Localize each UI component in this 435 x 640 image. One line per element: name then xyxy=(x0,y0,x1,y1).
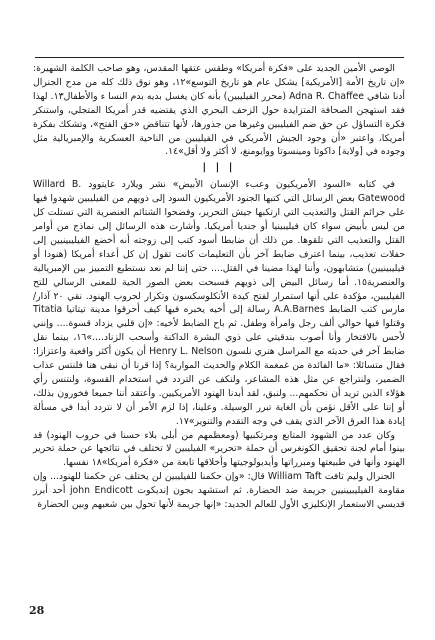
paragraph-3: وكان عدد من الشهود المتابع ومرتكبيها (ومعظمهم من أبلى بلاء حسنا في حروب الهنود) قد بينوا أمام لجنة تحقيق الكونغرس أن حملة «تحرير» الفيليبين لا تختلف في نتائجها عن حملة تحرير الهنود وأنها في طبيعتها ومبرراتها وأيديولوجيتها وأخلاقها تابعة من «فكرة أمريكا»١٨ نفسها. xyxy=(33,429,405,469)
section-divider: | | | xyxy=(202,162,236,174)
paragraph-4: الجنرال وليم تافت William Taft قال: «وإن حكمنا للفيليبين لن يختلف عن حكمنا للهنود... وإن مقاومة الفيليبيينيين جريمة ضد الحضارة. ثم استشهد بجون إنديكوت john Endicott أحد أبرز قديسي الاستعمار الإنكليزي الأول للعالم الجديد: «إنها جريمة لأنها تحول بين شعبهم وبين الحضارة xyxy=(33,471,405,511)
header-rule xyxy=(35,57,404,58)
body-text xyxy=(33,62,405,512)
paragraph-2: في كتابه «السود الأمريكيون وعبء الإنسان الأبيض» نشر ويلارد غايتوود Willard B. Gatewood بعض الرسائل التي كتبها الجنود الأمريكيون السود إلى ذويهم من الفيليبين شهدوا فيها على جرائم القتل والتعذيب التي ارتكبها جيش التحرير، وفضحوا الشتائم العنصرية التي تستلت كل من ليس بأبيض سواء كان فيليبينيا أو جنديا أمريكيا. وأشارت هذه الرسائل إلى نماذج من أوامر القتل والتعذيب التي تلقوها. من ذلك أن ضابطا أسود كتب إلى زوجته أنه أخضع الفيليبينيين إلى حفلات تعذيب، بينما اعترف ضابط آخر بأن التعليمات كانت تقول إن كل أعداء أمريكا (هنودا أو فيليبينيين) متشابهون، وأننا لهذا مضينا في القتل.... حتى إننا لم نعد نستطيع التمييز بين الإمبريالية والعنصرية١٥. أما رسائل البيض إلى ذويهم فسبحت بعض الصور الحية للمعنى الرسالي للتح الفيليبين، مؤكدة على أنها استمرار لفتح كيدة الأنكلوسكسون وتكرار لحروب الهنود. نقي ٢٠ آذار/مارس كتب الضابط A.A.Barnes رسالة إلى أخيه يخبره فيها كيف أحرقوا مدينة تيتاتيا Titatia وقتلوا فيها حوالي ألف رجل وامرأة وطفل. ثم باح الضابط لأخيه: «إن قلبي يزداد قسوة.... وإنني لأحس بالافتخار وأنا أصوب بندقيتي على ذوي البشرة الداكنة وأسحب الزناد....»١٦، بينما نقل ضابط آخر في حديثه مع المراسل هنري نلسون Henry L. Nelson أن يكون أكثر واقعية واعتزازا: فقال متسائلا: «ما الفائدة من غمغمة الكلام والحديث المواربة؟ إذا قرنا أن نبقى هنا فلنتس عذاب الضمير، ولنتراجع عن مثل هذه المشاعر، ولنكف عن التردد في استخدام القسوة، ولنتنس رأي هؤلاء الذين تريد أن نحكمهم... ولنبق، لقد أبدنا الهنود الأمريكيين. وأعتقد أننا جميعا فخورون بذلك، أو إننا على الأقل نؤمن بأن الغاية تبرر الوسيلة. وعلينا، إذا لزم الأمر أن لا نتردد أبدا في مسألة إبادة هذا العرق الآخر الذي يقف في وجه التقدم والتنوير»١٧. xyxy=(33,179,406,427)
paragraph-1: الوصي الأمين الجديد على «فكرة أمريكا» وطقس عتقها المقدس، وهو صاحب الكلمة الشهيرة: «إن تاريخ الأمة [الأمريكية] يشكل عام هو تاريخ التوسع»١٢، وهو نوق ذلك كله من مدح الجنرال أدنا شافي Adna R. Chaffee (محرر الفيليبين) بأنه كان يغسل بديه بدم النسا ء والأطفال١٣. لهذا فقد استهجن الصحافة المتزايدة حول الزحف البحري الذي يقتضيه قدر أمريكا المتجلي، واستنكر فكرة التساؤل عن حق ضم الفيليبين وغيرها من جذورها، لأنها تتناقض «حق الفتح»، وتشكك بفكرة أمريكا، واعتبر «أن وجود الجيش الأمريكي في الفيليبين من الناحية العسكرية والإمبريالية مثل وجوده في [ولاية] داكوتا ومينسوتا ووايومنغ، لا أكثر ولا أقل»١٤. xyxy=(33,63,406,158)
page-number: 28 xyxy=(29,604,45,617)
